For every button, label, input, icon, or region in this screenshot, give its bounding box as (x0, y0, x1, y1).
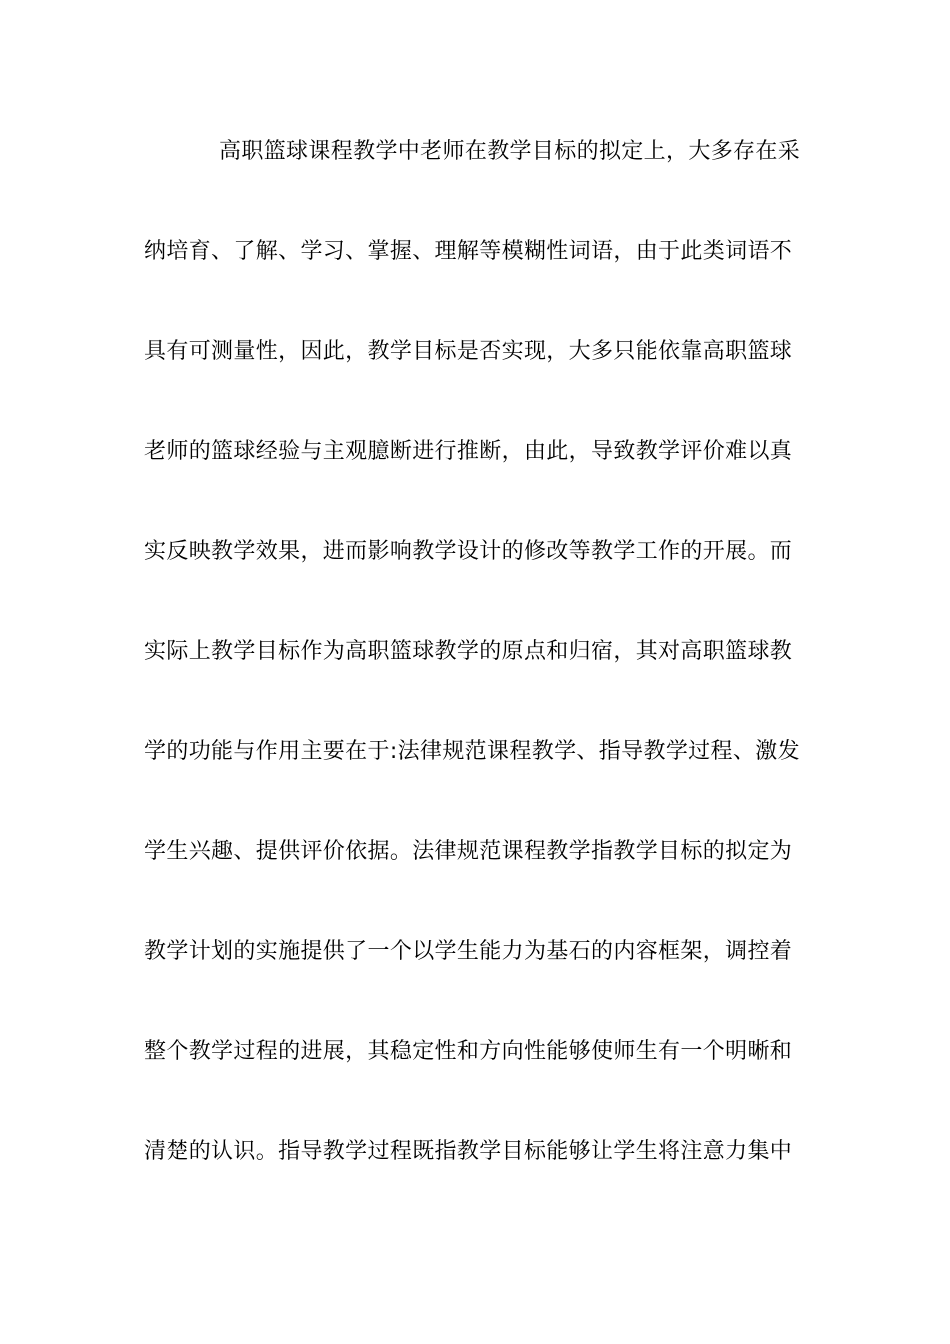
paragraph-line-1: 高职篮球课程教学中老师在教学目标的拟定上，大多存在采 (219, 139, 801, 164)
paragraph-line-3: 具有可测量性，因此，教学目标是否实现，大多只能依靠高职篮球 (144, 339, 793, 364)
paragraph-line-10: 整个教学过程的进展，其稳定性和方向性能够使师生有一个明晰和 (144, 1039, 793, 1064)
paragraph-line-9: 教学计划的实施提供了一个以学生能力为基石的内容框架，调控着 (144, 939, 793, 964)
paragraph-line-7: 学的功能与作用主要在于:法律规范课程教学、指导教学过程、激发 (144, 739, 800, 764)
paragraph-line-8: 学生兴趣、提供评价依据。法律规范课程教学指教学目标的拟定为 (144, 839, 793, 864)
body-paragraph (144, 128, 806, 1228)
paragraph-line-5: 实反映教学效果，进而影响教学设计的修改等教学工作的开展。而 (144, 539, 793, 564)
paragraph-line-11: 清楚的认识。指导教学过程既指教学目标能够让学生将注意力集中 (144, 1139, 793, 1164)
paragraph-line-6: 实际上教学目标作为高职篮球教学的原点和归宿，其对高职篮球教 (144, 639, 793, 664)
paragraph-line-4: 老师的篮球经验与主观臆断进行推断，由此，导致教学评价难以真 (144, 439, 793, 464)
paragraph-line-2: 纳培育、了解、学习、掌握、理解等模糊性词语，由于此类词语不 (144, 239, 793, 264)
